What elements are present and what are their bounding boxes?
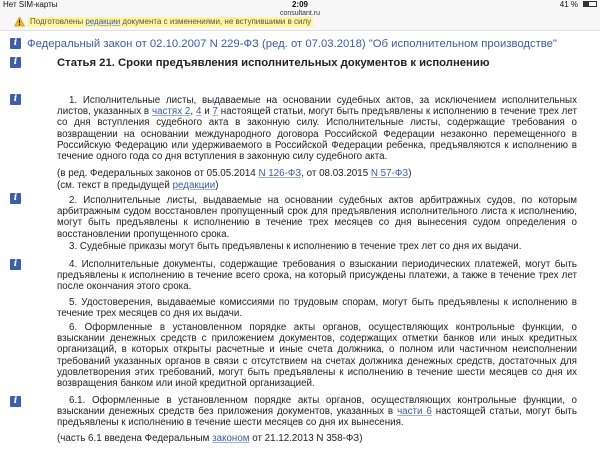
paragraph-5: 5. Удостоверения, выдаваемые комиссиями по трудовым спорам, могут быть предъявлены к исполнению в течение трех месяцев со дня их выдачи. bbox=[57, 297, 577, 320]
warning-icon bbox=[14, 17, 25, 27]
notice-text bbox=[28, 17, 313, 27]
link-law-126[interactable]: N 126-ФЗ bbox=[258, 168, 302, 179]
e3-text-b: от 21.12.2013 N 358-ФЗ) bbox=[249, 433, 363, 444]
edition-note-2 bbox=[57, 180, 219, 191]
e3-text-a: (часть 6.1 введена Федеральным bbox=[57, 433, 213, 444]
paragraph-1 bbox=[57, 95, 577, 162]
p1-text-b: настоящей статьи, могут быть предъявлены к исполнению в течение трех лет со дня вступления судебного акта в законную силу. Исполнительные листы, содержащие требования о возвращении на основании международного договора Российской Федерации незаконно перемещенного в Российскую Федерацию или удерживаемого в Российской Федерации ребенка, предъявляются к исполнению в течение одного года со дня вступления в законную силу судебного акта. bbox=[57, 106, 577, 163]
p61-text-a: 6.1. Оформленные в установленном порядке акты органов, осуществляющих контрольные функции, о взыскании денежных средств без приложения документов, указанных в bbox=[57, 395, 577, 418]
battery-icon bbox=[583, 1, 597, 7]
p1-sep1: , bbox=[190, 106, 196, 118]
info-icon[interactable]: i bbox=[10, 193, 21, 204]
p1-sep2: и bbox=[201, 106, 213, 118]
p1-text-a: 1. Исполнительные листы, выдаваемые на основании судебных актов, за исключением исполнительных листов, указанных в bbox=[57, 95, 577, 118]
info-icon[interactable]: i bbox=[10, 259, 21, 270]
info-icon[interactable]: i bbox=[10, 396, 21, 407]
notice-before: Подготовлены bbox=[30, 17, 86, 26]
link-law-358[interactable]: законом bbox=[212, 433, 250, 444]
paragraph-2: 2. Исполнительные листы, выдаваемые на основании судебных актов арбитражных судов, по которым арбитражным судом восстановлен пропущенный срок для предъявления исполнительного листа к исполнению, могут быть предъявлены к исполнению в течение трех месяцев со дня вынесения судом определения о восстановлении пропущенного срока. bbox=[57, 195, 577, 240]
paragraph-3: 3. Судебные приказы могут быть предъявлены к исполнению в течение трех лет со дня их выдачи. bbox=[69, 241, 522, 252]
clock: 2:09 bbox=[291, 0, 308, 9]
info-icon[interactable]: i bbox=[10, 94, 21, 105]
link-part-7[interactable]: 7 bbox=[212, 106, 218, 118]
paragraph-6: 6. Оформленные в установленном порядке акты органов, осуществляющих контрольные функции, о взыскании денежных средств с приложением документов, содержащих отметки банков или иных кредитных организаций, в которых открыты расчетные и иные счета должника, о полном или частичном неисполнении требований указанных органов в связи с отсутствием на счетах должника денежных средств, достаточных для удовлетворения этих требований, могут быть предъявлены к исполнению в течение шести месяцев со дня их возвращения банком или иной кредитной организацией. bbox=[57, 322, 577, 390]
carrier-label: Нет SIM-карты bbox=[3, 0, 58, 9]
link-previous-edition[interactable]: редакции bbox=[172, 180, 216, 191]
info-icon[interactable]: i bbox=[10, 38, 21, 49]
e1-text-b: , от 08.03.2015 bbox=[301, 168, 371, 179]
link-part-2[interactable]: частях 2 bbox=[151, 106, 191, 118]
e2-text-a: (см. текст в предыдущей bbox=[57, 180, 173, 191]
e1-text-a: (в ред. Федеральных законов от 05.05.2014 bbox=[57, 168, 259, 179]
paragraph-4: 4. Исполнительные документы, содержащие требования о взыскании периодических платежей, могут быть предъявлены к исполнению в течение всего срока, на который присуждены платежи, а также в течение трех лет после окончания этого срока. bbox=[57, 259, 577, 293]
notice-editions-link[interactable]: редакции bbox=[85, 17, 121, 26]
url-text: consultant.ru bbox=[279, 10, 321, 17]
editions-notice bbox=[0, 17, 600, 30]
law-title: Федеральный закон от 02.10.2007 N 229-ФЗ (ред. от 07.03.2018) "Об исполнительном производстве" bbox=[27, 38, 557, 50]
battery-fill bbox=[584, 2, 589, 6]
battery-percent: 41 % bbox=[559, 0, 578, 9]
link-part-6[interactable]: части 6 bbox=[397, 406, 432, 418]
info-icon[interactable]: i bbox=[10, 57, 21, 68]
status-bar bbox=[0, 0, 600, 9]
article-title: Статья 21. Сроки предъявления исполнительных документов к исполнению bbox=[57, 57, 490, 69]
link-law-57[interactable]: N 57-ФЗ bbox=[370, 168, 409, 179]
notice-after: документа с изменениями, не вступившими в силу bbox=[120, 17, 312, 26]
edition-note-1 bbox=[57, 168, 411, 179]
e2-text-b: ) bbox=[215, 180, 219, 191]
edition-note-3 bbox=[57, 433, 362, 444]
paragraph-6-1 bbox=[57, 395, 577, 429]
e1-text-c: ) bbox=[408, 168, 412, 179]
link-part-4[interactable]: 4 bbox=[195, 106, 202, 118]
p61-text-b: настоящей статьи, могут быть предъявлены к исполнению в течение шести месяцев со дня их вынесения. bbox=[57, 406, 578, 429]
